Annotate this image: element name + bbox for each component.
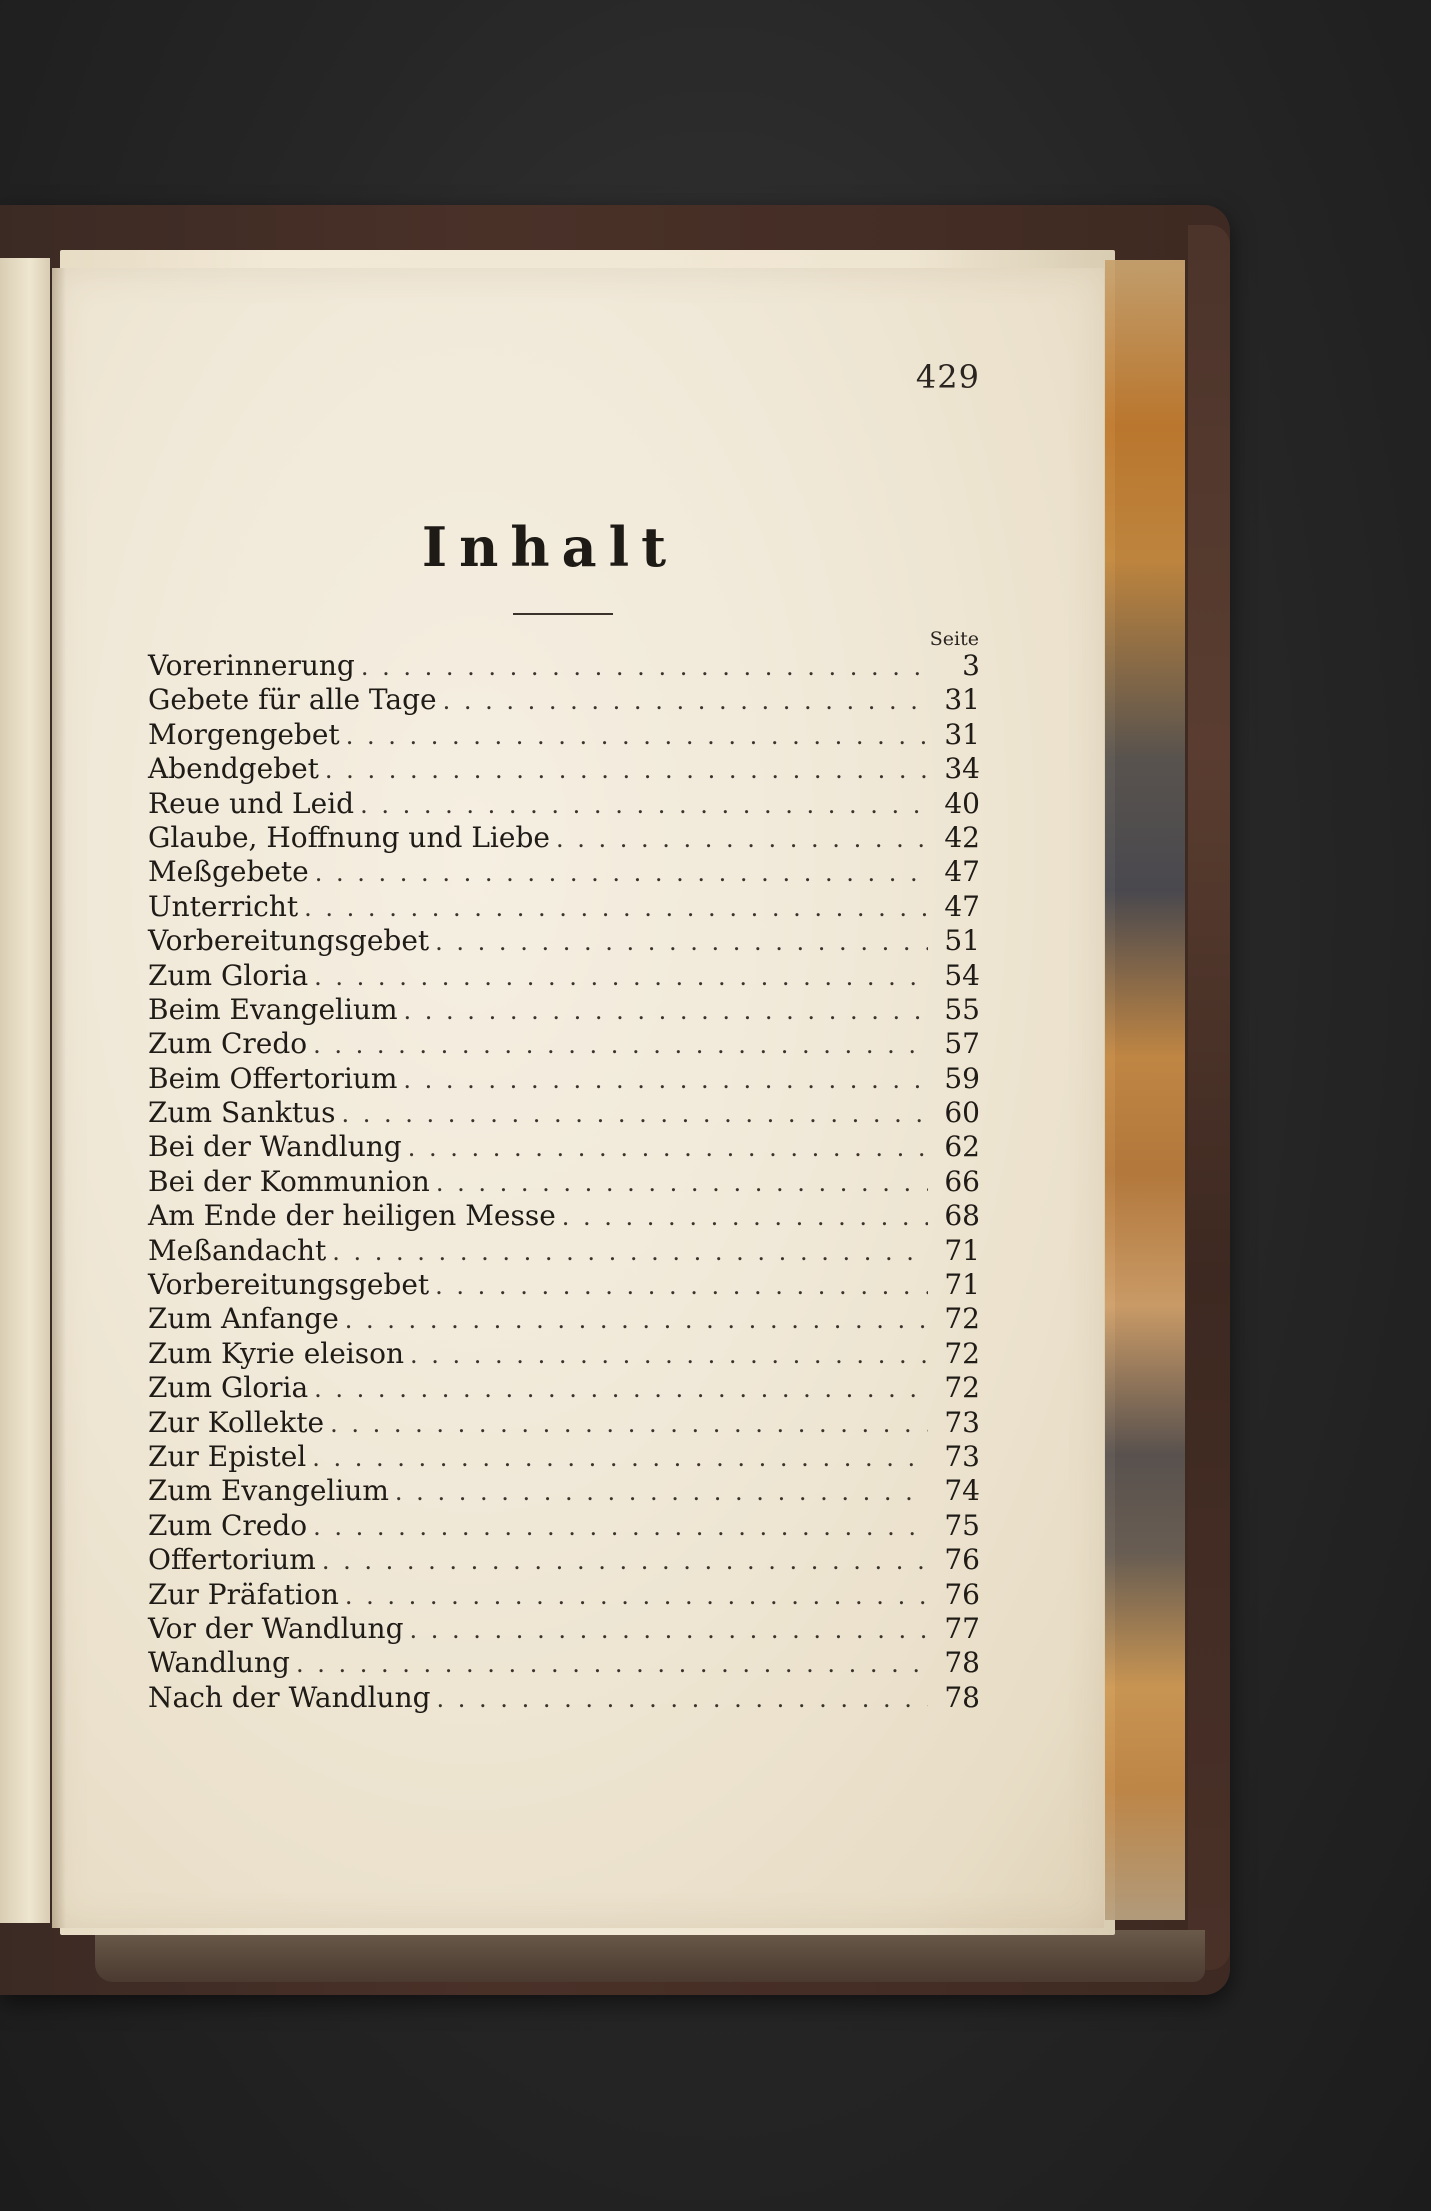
toc-row bbox=[148, 1096, 980, 1130]
toc-entry-page: 76 bbox=[944, 1577, 980, 1611]
toc-leader-dots bbox=[314, 963, 928, 991]
toc-entry-title: Unterricht bbox=[148, 889, 299, 923]
toc-row bbox=[148, 1681, 980, 1715]
toc-entry-title: Wandlung bbox=[148, 1646, 290, 1680]
toc-row bbox=[148, 924, 980, 958]
toc-entry-title: Abendgebet bbox=[148, 752, 319, 786]
toc-entry-title: Nach der Wandlung bbox=[148, 1680, 431, 1714]
toc-leader-dots bbox=[403, 1066, 928, 1094]
toc-entry-title: Zum Gloria bbox=[148, 958, 309, 992]
toc-entry-title: Vorbereitungsgebet bbox=[148, 1268, 430, 1302]
toc-leader-dots bbox=[410, 1616, 928, 1644]
toc-entry-title: Vor der Wandlung bbox=[148, 1611, 404, 1645]
toc-entry-page: 31 bbox=[944, 717, 980, 751]
toc-row bbox=[148, 821, 980, 855]
toc-leader-dots bbox=[315, 859, 928, 887]
toc-leader-dots bbox=[361, 653, 928, 681]
toc-entry-title: Beim Evangelium bbox=[148, 992, 398, 1026]
toc-entry-page: 57 bbox=[944, 1027, 980, 1061]
toc-entry-page: 74 bbox=[944, 1474, 980, 1508]
toc-leader-dots bbox=[332, 1238, 928, 1266]
toc-row bbox=[148, 1646, 980, 1680]
page-number: 429 bbox=[915, 358, 980, 396]
toc-entry-title: Zum Credo bbox=[148, 1508, 308, 1542]
toc-entry-title: Morgengebet bbox=[148, 717, 340, 751]
toc-entry-page: 78 bbox=[944, 1646, 980, 1680]
toc-entry-page: 75 bbox=[944, 1508, 980, 1542]
toc-entry-page: 34 bbox=[944, 752, 980, 786]
toc-entry-page: 68 bbox=[944, 1199, 980, 1233]
toc-row bbox=[148, 752, 980, 786]
toc-row bbox=[148, 890, 980, 924]
toc-leader-dots bbox=[410, 1341, 928, 1369]
toc-leader-dots bbox=[360, 791, 928, 819]
toc-entry-page: 47 bbox=[944, 889, 980, 923]
toc-leader-dots bbox=[322, 1547, 928, 1575]
toc-entry-page: 51 bbox=[944, 924, 980, 958]
page-title: Inhalt bbox=[421, 515, 679, 579]
toc-leader-dots bbox=[437, 1685, 928, 1713]
page-edge-stain bbox=[1105, 260, 1185, 1920]
toc-row bbox=[148, 718, 980, 752]
toc-entry-page: 47 bbox=[944, 855, 980, 889]
toc-entry-title: Reue und Leid bbox=[148, 786, 355, 820]
toc-leader-dots bbox=[436, 1169, 928, 1197]
toc-leader-dots bbox=[556, 825, 928, 853]
toc-entry-title: Zum Credo bbox=[148, 1027, 308, 1061]
toc-entry-title: Zum Gloria bbox=[148, 1371, 309, 1405]
toc-entry-page: 54 bbox=[944, 958, 980, 992]
toc-entry-page: 72 bbox=[944, 1371, 980, 1405]
toc-entry-page: 66 bbox=[944, 1164, 980, 1198]
toc-entry-page: 31 bbox=[944, 683, 980, 717]
toc-row bbox=[148, 993, 980, 1027]
title-divider bbox=[513, 613, 613, 615]
toc-entry-title: Bei der Kommunion bbox=[148, 1164, 430, 1198]
page-column-header: Seite bbox=[929, 628, 979, 650]
table-of-contents bbox=[148, 649, 980, 1715]
toc-row bbox=[148, 1440, 980, 1474]
book-spine-edge bbox=[1188, 225, 1230, 1970]
toc-entry-title: Am Ende der heiligen Messe bbox=[148, 1199, 556, 1233]
toc-entry-title: Vorerinnerung bbox=[148, 649, 355, 682]
toc-row bbox=[148, 1543, 980, 1577]
toc-entry-title: Vorbereitungsgebet bbox=[148, 924, 430, 958]
toc-leader-dots bbox=[345, 1306, 928, 1334]
toc-entry-title: Zum Sanktus bbox=[148, 1096, 336, 1130]
toc-row bbox=[148, 959, 980, 993]
toc-row bbox=[148, 1165, 980, 1199]
toc-entry-page: 73 bbox=[944, 1405, 980, 1439]
toc-leader-dots bbox=[313, 1031, 928, 1059]
toc-entry-title: Zum Anfange bbox=[148, 1302, 339, 1336]
toc-entry-title: Zur Kollekte bbox=[148, 1405, 325, 1439]
toc-leader-dots bbox=[443, 687, 928, 715]
toc-entry-page: 72 bbox=[944, 1302, 980, 1336]
toc-row bbox=[148, 1234, 980, 1268]
book-cover-bottom-edge bbox=[95, 1930, 1205, 1982]
toc-entry-page: 72 bbox=[944, 1336, 980, 1370]
toc-entry-title: Beim Offertorium bbox=[148, 1061, 398, 1095]
toc-entry-page: 42 bbox=[944, 820, 980, 854]
toc-entry-page: 59 bbox=[944, 1061, 980, 1095]
toc-entry-page: 71 bbox=[944, 1268, 980, 1302]
toc-row bbox=[148, 1612, 980, 1646]
toc-leader-dots bbox=[404, 997, 928, 1025]
toc-leader-dots bbox=[304, 894, 928, 922]
toc-leader-dots bbox=[313, 1513, 928, 1541]
toc-entry-title: Zur Präfation bbox=[148, 1577, 339, 1611]
toc-row bbox=[148, 1578, 980, 1612]
toc-entry-title: Zur Epistel bbox=[148, 1439, 307, 1473]
toc-row bbox=[148, 649, 980, 683]
toc-entry-title: Offertorium bbox=[148, 1543, 316, 1577]
toc-entry-page: 76 bbox=[944, 1543, 980, 1577]
toc-leader-dots bbox=[346, 722, 928, 750]
toc-entry-title: Bei der Wandlung bbox=[148, 1130, 402, 1164]
toc-entry-title: Zum Kyrie eleison bbox=[148, 1336, 405, 1370]
toc-row bbox=[148, 855, 980, 889]
toc-entry-title: Gebete für alle Tage bbox=[148, 683, 437, 717]
toc-entry-title: Meßgebete bbox=[148, 855, 309, 889]
toc-entry-title: Glaube, Hoffnung und Liebe bbox=[148, 820, 550, 854]
toc-leader-dots bbox=[395, 1478, 928, 1506]
page-gutter-shadow bbox=[52, 268, 66, 1928]
toc-entry-page: 77 bbox=[944, 1611, 980, 1645]
toc-entry-page: 71 bbox=[944, 1233, 980, 1267]
toc-row bbox=[148, 1130, 980, 1164]
toc-row bbox=[148, 1062, 980, 1096]
toc-leader-dots bbox=[435, 928, 928, 956]
toc-leader-dots bbox=[562, 1203, 928, 1231]
left-page-edge bbox=[0, 258, 50, 1923]
toc-row bbox=[148, 1337, 980, 1371]
toc-row bbox=[148, 683, 980, 717]
toc-leader-dots bbox=[325, 756, 928, 784]
toc-row bbox=[148, 1199, 980, 1233]
toc-entry-page: 62 bbox=[944, 1130, 980, 1164]
toc-entry-page: 40 bbox=[944, 786, 980, 820]
toc-entry-page: 73 bbox=[944, 1439, 980, 1473]
toc-row bbox=[148, 1509, 980, 1543]
toc-row bbox=[148, 1371, 980, 1405]
toc-leader-dots bbox=[345, 1582, 928, 1610]
toc-entry-title: Meßandacht bbox=[148, 1233, 327, 1267]
toc-leader-dots bbox=[312, 1444, 928, 1472]
toc-leader-dots bbox=[296, 1650, 928, 1678]
toc-leader-dots bbox=[435, 1272, 928, 1300]
toc-row bbox=[148, 1027, 980, 1061]
toc-leader-dots bbox=[408, 1134, 928, 1162]
toc-entry-page: 60 bbox=[944, 1096, 980, 1130]
toc-leader-dots bbox=[314, 1375, 928, 1403]
toc-entry-page: 3 bbox=[962, 649, 980, 682]
toc-row bbox=[148, 1302, 980, 1336]
toc-entry-page: 78 bbox=[944, 1680, 980, 1714]
toc-row bbox=[148, 1268, 980, 1302]
toc-entry-title: Zum Evangelium bbox=[148, 1474, 389, 1508]
toc-leader-dots bbox=[341, 1100, 928, 1128]
toc-row bbox=[148, 787, 980, 821]
toc-row bbox=[148, 1406, 980, 1440]
toc-row bbox=[148, 1474, 980, 1508]
toc-entry-page: 55 bbox=[944, 992, 980, 1026]
toc-leader-dots bbox=[330, 1410, 928, 1438]
